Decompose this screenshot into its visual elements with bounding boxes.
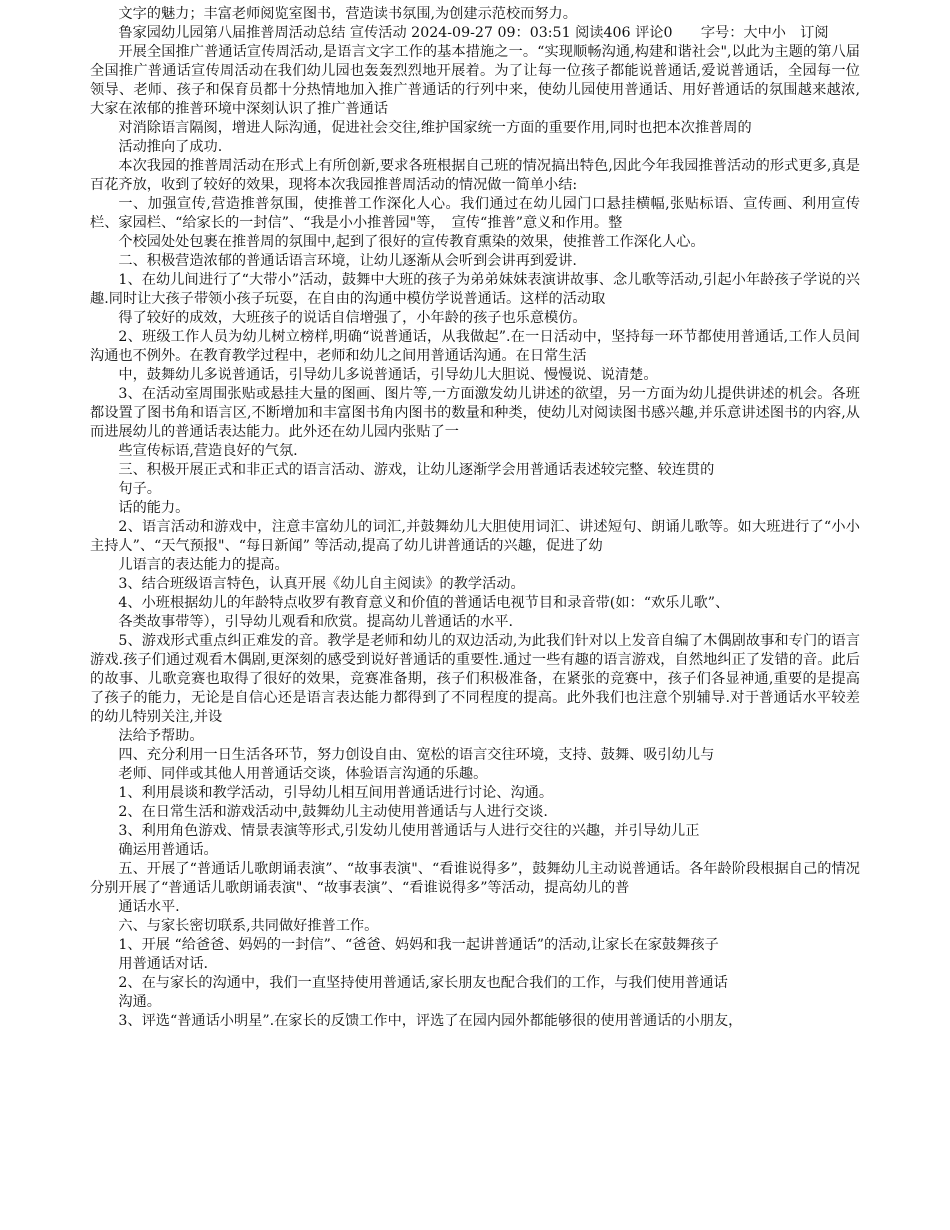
paragraph: 话的能力。: [118, 500, 190, 516]
list-item: 3、结合班级语言特色，认真开展《幼儿自主阅读》的教学活动。: [118, 576, 525, 592]
list-item: 2、在与家长的沟通中，我们一直坚持使用普通话,家长朋友也配合我们的工作，与我们使用普通话: [118, 975, 728, 991]
section-heading: 四、充分利用一日生活各环节，努力创设自由、宽松的语言交往环境，支持、鼓舞、吸引幼儿与: [118, 747, 715, 763]
paragraph: 对消除语言隔阂，增进人际沟通，促进社会交往,维护国家统一方面的重要作用,同时也把本次推普周的: [118, 120, 752, 136]
paragraph: 儿语言的表达能力的提高。: [118, 557, 289, 573]
paragraph: 老师、同伴或其他人用普通话交谈，体验语言沟通的乐趣。: [118, 766, 488, 782]
paragraph: 得了较好的成效，大班孩子的说话自信增强了，小年龄的孩子也乐意模仿。: [118, 310, 587, 326]
section-heading: 一、加强宣传,营造推普氛围，使推普工作深化人心。我们通过在幼儿园门口悬挂横幅,张贴标语、宣传画、利用宣传栏、家园栏、“给家长的一封信”、“我是小小推普园"等， 宣传“推普”意义和作用。整: [90, 196, 860, 231]
list-item: 3、在活动室周围张贴或悬挂大量的图画、图片等,一方面激发幼儿讲述的欲望，另一方面为幼儿提供讲述的机会。各班都设置了图书角和语言区,不断增加和丰富图书角内图书的数量和种类，使幼儿对阅读图书感兴趣,并乐意讲述图书的内容,从而进展幼儿的普通话表达能力。此外还在幼儿园内张贴了一: [90, 386, 860, 440]
list-item: 1、利用晨谈和教学活动，引导幼儿相互间用普通话进行讨论、沟通。: [118, 785, 554, 801]
paragraph: 法给予帮助。: [118, 728, 204, 744]
section-heading: 五、开展了“普通话儿歌朗诵表演”、“故事表演"、“看谁说得多”，鼓舞幼儿主动说普通话。各年龄阶段根据自己的情况分别开展了“普通话儿歌朗诵表演"、“故事表演”、“看谁说得多”等活动，提高幼儿的普: [90, 861, 860, 896]
article-meta-line: 鲁家园幼儿园第八届推普周活动总结 宣传活动 2024-09-27 09：03:51 阅读406 评论0 字号：大中小 订阅: [118, 25, 829, 41]
paragraph: 用普通话对话.: [118, 956, 209, 972]
section-heading: 三、积极开展正式和非正式的语言活动、游戏，让幼儿逐渐学会用普通话表述较完整、较连贯的: [118, 462, 715, 478]
list-item: 3、利用角色游戏、情景表演等形式,引发幼儿使用普通话与人进行交往的兴趣，并引导幼儿正: [118, 823, 700, 839]
paragraph: 通话水平.: [118, 899, 180, 915]
paragraph: 开展全国推广普通话宣传周活动,是语言文字工作的基本措施之一。“实现顺畅沟通,构建和谐社会",以此为主题的第八届全国推广普通话宣传周活动在我们幼儿园也轰轰烈烈地开展着。为了让每一位孩子都能说普通话,爱说普通话，全园每一位领导、老师、孩子和保育员都十分热情地加入推广普通话的行列中来，使幼儿园使用普通话、用好普通话的氛围越来越浓,大家在浓郁的推普环境中深刻认识了推广普通话: [90, 44, 860, 117]
section-heading: 六、与家长密切联系,共同做好推普工作。: [118, 918, 379, 934]
paragraph: 文字的魅力；丰富老师阅览室图书，营造读书氛围,为创建示范校而努力。: [118, 6, 577, 22]
list-item: 4、小班根据幼儿的年龄特点收罗有教育意义和价值的普通话电视节目和录音带(如：“欢乐儿歌”、: [118, 595, 730, 611]
paragraph: 活动推向了成功.: [118, 139, 223, 155]
list-item: 3、评选“普通话小明星”.在家长的反馈工作中，评选了在园内园外都能够很的使用普通话的小朋友，: [118, 1013, 743, 1029]
list-item: 2、班级工作人员为幼儿树立榜样,明确“说普通话，从我做起”.在一日活动中，坚持每一环节都使用普通话,工作人员间沟通也不例外。在教育教学过程中，老师和幼儿之间用普通话沟通。在日常生活: [90, 329, 860, 364]
list-item: 1、开展 “给爸爸、妈妈的一封信”、“爸爸、妈妈和我一起讲普通话”的活动,让家长在家鼓舞孩子: [118, 937, 719, 953]
paragraph: 本次我园的推普周活动在形式上有所创新,要求各班根据自己班的情况搞出特色,因此今年我园推普活动的形式更多,真是百花齐放，收到了较好的效果，现将本次我园推普周活动的情况做一简单小结:: [90, 158, 860, 193]
paragraph: 些宣传标语,营造良好的气氛.: [118, 443, 298, 459]
paragraph: 句子。: [118, 481, 161, 497]
list-item: 2、语言活动和游戏中，注意丰富幼儿的词汇,并鼓舞幼儿大胆使用词汇、讲述短句、朗诵儿歌等。如大班进行了“小小主持人”、“天气预报"、“每日新闻” 等活动,提高了幼儿讲普通话的兴趣，促进了幼: [90, 519, 860, 554]
paragraph: 确运用普通话。: [118, 842, 218, 858]
paragraph: 个校园处处包裹在推普周的氛围中,起到了很好的宣传教育熏染的效果，使推普工作深化人心。: [118, 234, 705, 250]
list-item: 5、游戏形式重点纠正难发的音。教学是老师和幼儿的双边活动,为此我们针对以上发音自编了木偶剧故事和专门的语言游戏.孩子们通过观看木偶剧,更深刻的感受到说好普通话的重要性.通过一些有趣的语言游戏，自然地纠正了发错的音。此后的故事、儿歌竞赛也取得了很好的效果，竞赛准备期，孩子们积极准备，在紧张的竞赛中，孩子们各显神通,重要的是提高了孩子的能力，无论是自信心还是语言表达能力都得到了不同程度的提高。此外我们也注意个别辅导.对于普通话水平较差的幼儿特别关注,并设: [90, 633, 860, 725]
paragraph: 中，鼓舞幼儿多说普通话，引导幼儿多说普通话，引导幼儿大胆说、慢慢说、说清楚。: [118, 367, 658, 383]
list-item: 1、在幼儿间进行了“大带小”活动，鼓舞中大班的孩子为弟弟妹妹表演讲故事、念儿歌等活动,引起小年龄孩子学说的兴趣.同时让大孩子带领小孩子玩耍，在自由的沟通中模仿学说普通话。这样的活动取: [90, 272, 860, 307]
paragraph: 各类故事带等），引导幼儿观看和欣赏。提高幼儿普通话的水平.: [118, 614, 514, 630]
section-heading: 二、积极营造浓郁的普通话语言环境，让幼儿逐渐从会听到会讲再到爱讲.: [118, 253, 577, 269]
list-item: 2、在日常生活和游戏活动中,鼓舞幼儿主动使用普通话与人进行交谈.: [118, 804, 548, 820]
paragraph: 沟通。: [118, 994, 161, 1010]
